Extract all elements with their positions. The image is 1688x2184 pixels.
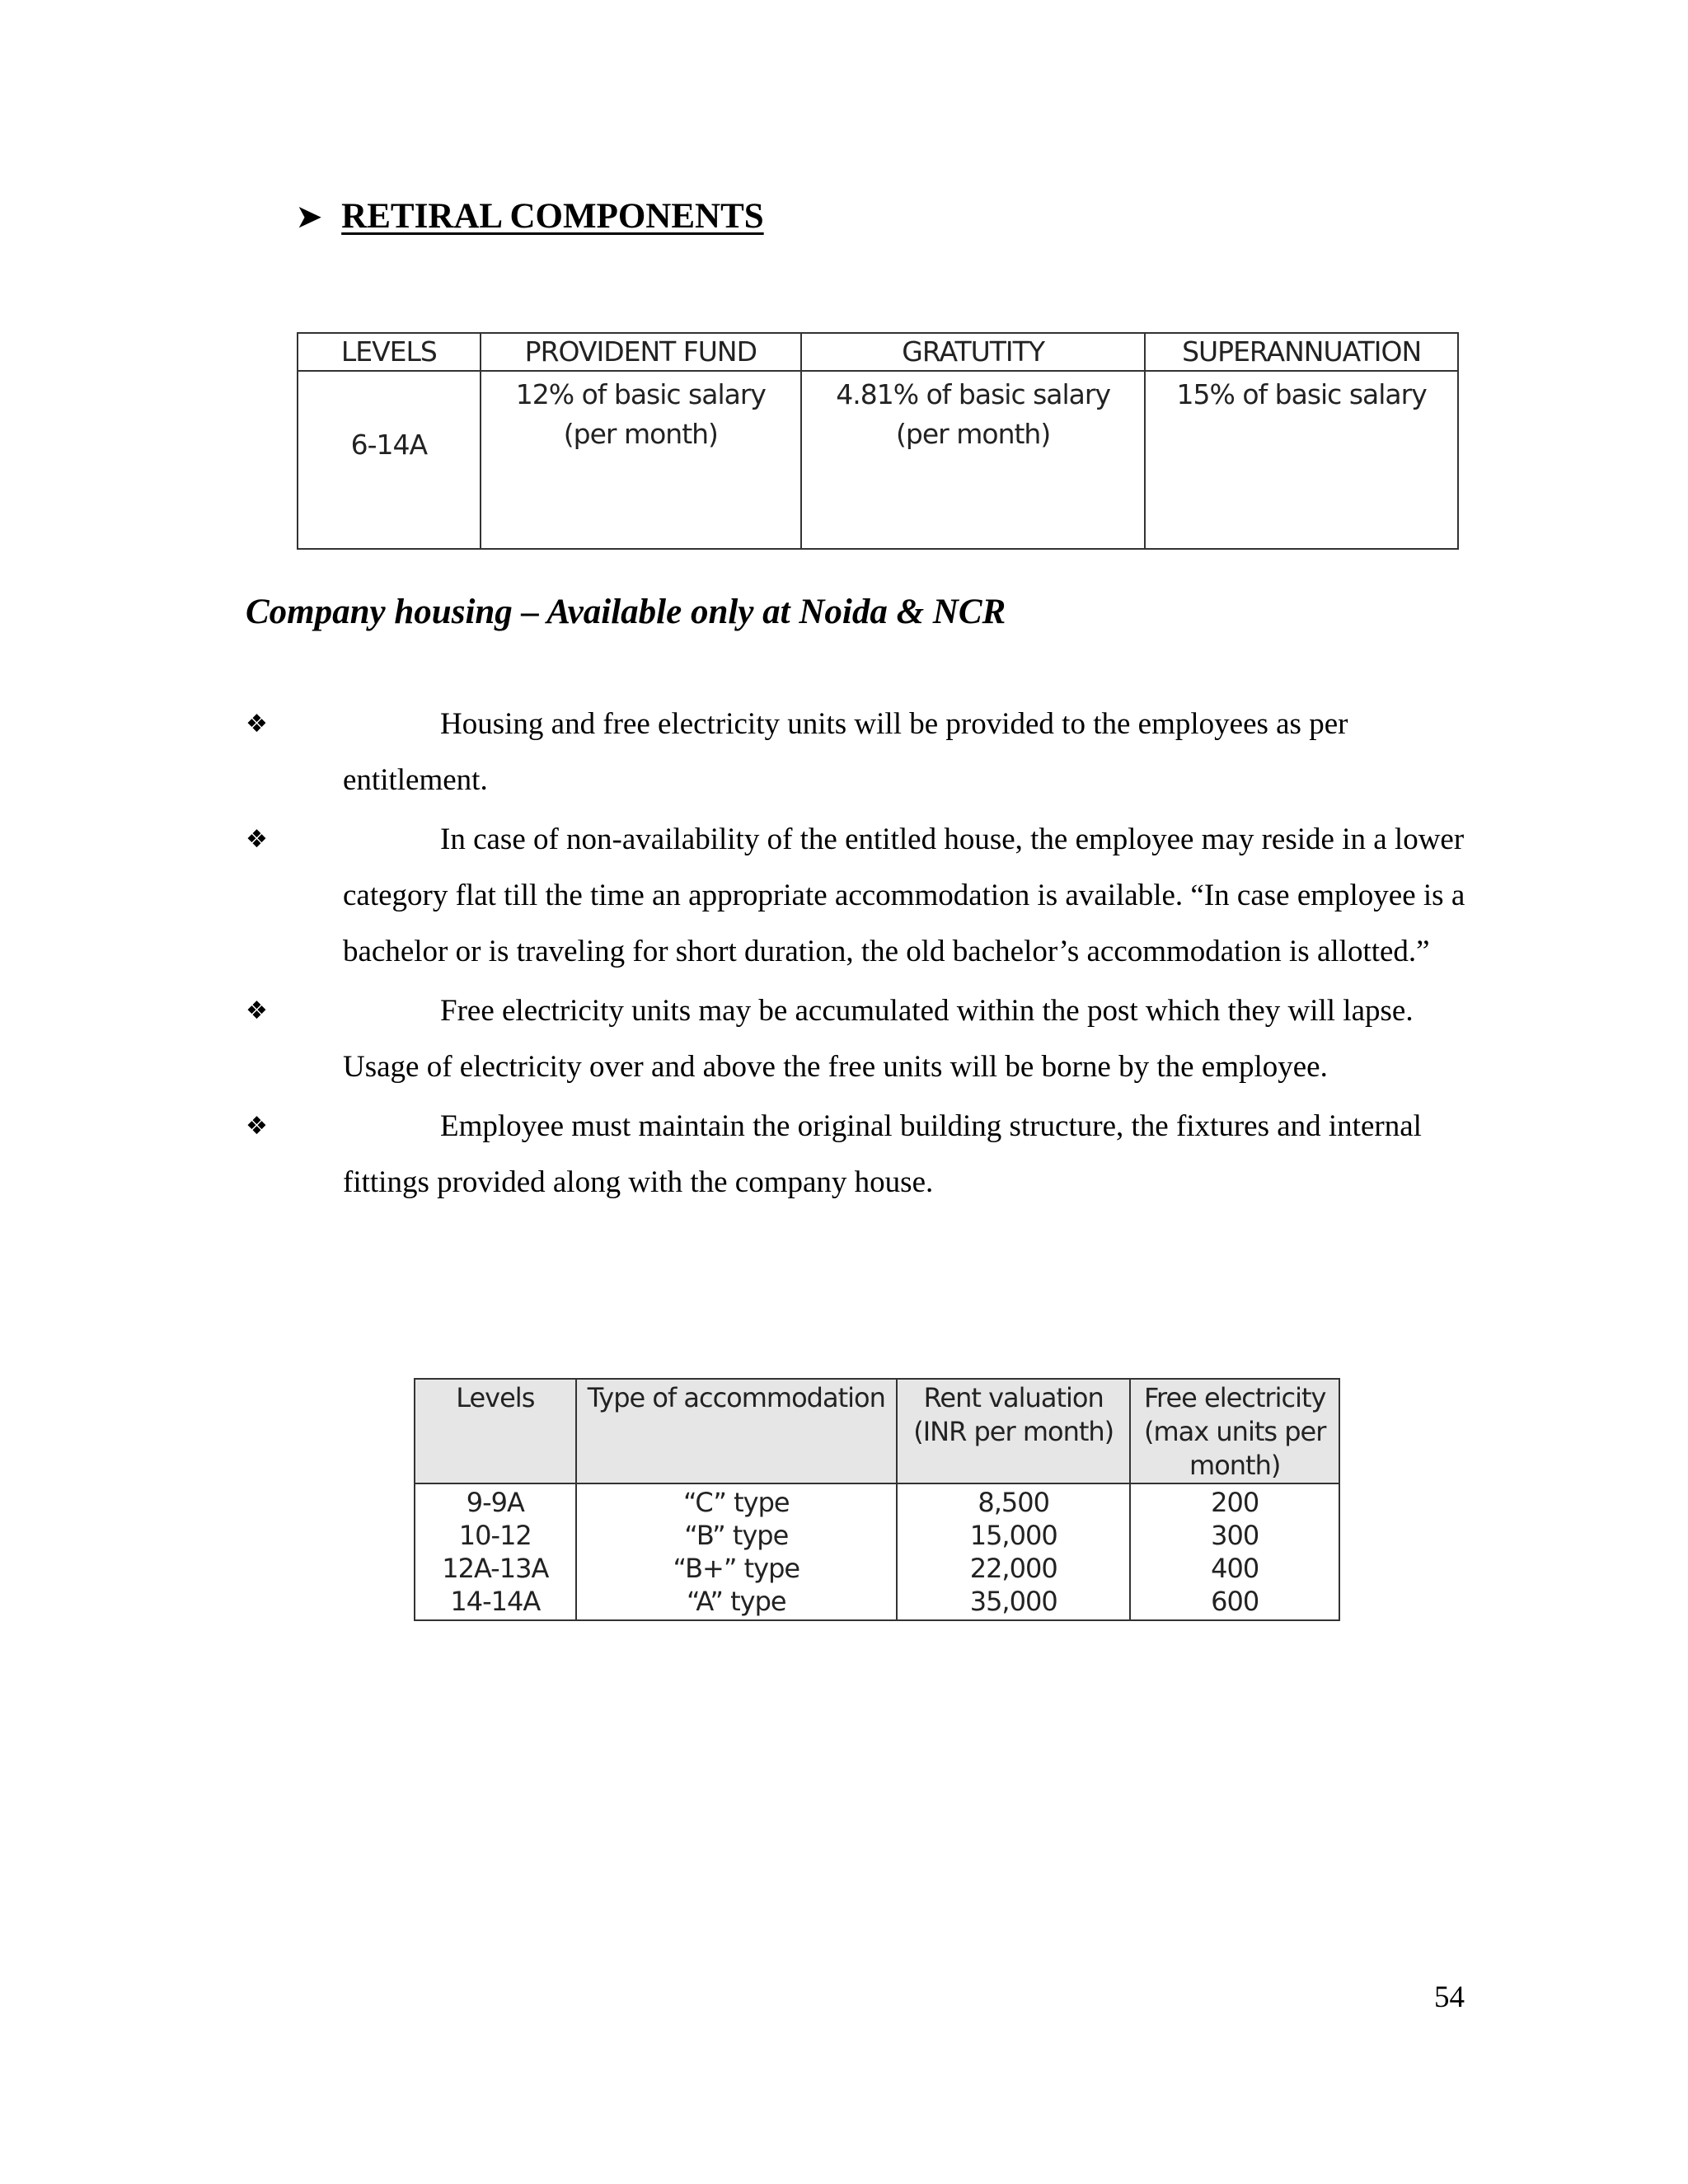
list-item xyxy=(246,983,1465,1095)
accommodation-header-rent xyxy=(897,1379,1130,1483)
gratuity-value: 4.81% of basic salary xyxy=(836,378,1110,410)
bullet-text: In case of non-availability of the entitled house, the employee may reside in a lower category flat till the time an appropriate accommodation is available. “In case employee is a bachelor or is traveling for short duration, the old bachelor’s accommodation is allotted.” xyxy=(343,823,1465,968)
electricity-cell: 400 xyxy=(1130,1552,1339,1585)
gratuity-period: (per month) xyxy=(896,418,1051,450)
retiral-header-superannuation: SUPERANNUATION xyxy=(1145,333,1458,371)
level-cell: 10-12 xyxy=(415,1519,576,1552)
retiral-gratuity-cell xyxy=(801,371,1145,549)
list-item xyxy=(246,696,1465,808)
list-item xyxy=(246,812,1465,980)
rent-cell: 22,000 xyxy=(897,1552,1130,1585)
rent-header-line: Rent valuation xyxy=(923,1382,1104,1413)
accommodation-table xyxy=(414,1378,1340,1621)
diamond-bullet-icon: ❖ xyxy=(246,996,268,1025)
accommodation-header-type: Type of accommodation xyxy=(576,1379,897,1483)
rent-cell: 8,500 xyxy=(897,1483,1130,1519)
bullet-text: Employee must maintain the original building structure, the fixtures and internal fittings provided along with the company house. xyxy=(343,1109,1422,1199)
rent-cell: 35,000 xyxy=(897,1585,1130,1620)
table-row xyxy=(415,1483,1339,1519)
rent-cell: 15,000 xyxy=(897,1519,1130,1552)
diamond-bullet-icon: ❖ xyxy=(246,1112,268,1141)
accommodation-type-cell: “B+” type xyxy=(576,1552,897,1585)
accommodation-type-cell: “B” type xyxy=(576,1519,897,1552)
superannuation-value: 15% of basic salary xyxy=(1176,378,1427,410)
housing-heading: Company housing – Available only at Noida & NCR xyxy=(246,593,1006,631)
level-cell: 12A-13A xyxy=(415,1552,576,1585)
accommodation-type-cell: “A” type xyxy=(576,1585,897,1620)
diamond-bullet-icon: ❖ xyxy=(246,710,268,738)
retiral-level-cell: 6-14A xyxy=(298,371,481,549)
rent-header-line: (INR per month) xyxy=(913,1416,1114,1447)
table-row xyxy=(415,1585,1339,1620)
list-item xyxy=(246,1099,1465,1211)
page-number: 54 xyxy=(1434,1980,1465,2014)
arrow-bullet-icon: ➤ xyxy=(297,199,322,233)
retiral-header-gratuity: GRATUTITY xyxy=(801,333,1145,371)
accommodation-header-row xyxy=(415,1379,1339,1483)
retiral-row xyxy=(298,371,1458,549)
electricity-header-line: month) xyxy=(1189,1450,1281,1481)
electricity-header-line: (max units per xyxy=(1144,1416,1326,1447)
level-cell: 9-9A xyxy=(415,1483,576,1519)
electricity-header-line: Free electricity xyxy=(1143,1382,1326,1413)
retiral-header-row xyxy=(298,333,1458,371)
accommodation-header-levels: Levels xyxy=(415,1379,576,1483)
accommodation-header-electricity xyxy=(1130,1379,1339,1483)
level-cell: 14-14A xyxy=(415,1585,576,1620)
retiral-provident-fund-cell xyxy=(481,371,801,549)
diamond-bullet-icon: ❖ xyxy=(246,825,268,854)
table-row xyxy=(415,1519,1339,1552)
retiral-superannuation-cell xyxy=(1145,371,1458,549)
retiral-header-provident-fund: PROVIDENT FUND xyxy=(481,333,801,371)
retiral-heading-text: RETIRAL COMPONENTS xyxy=(341,197,764,236)
provident-fund-value: 12% of basic salary xyxy=(515,378,766,410)
provident-fund-period: (per month) xyxy=(563,418,718,450)
housing-bullet-list xyxy=(246,696,1465,1214)
table-row xyxy=(415,1552,1339,1585)
bullet-text: Free electricity units may be accumulated within the post which they will lapse. Usage of electricity over and above the free units will be borne by the employee. xyxy=(343,994,1414,1084)
bullet-text: Housing and free electricity units will be provided to the employees as per entitlement. xyxy=(343,707,1348,797)
electricity-cell: 600 xyxy=(1130,1585,1339,1620)
electricity-cell: 200 xyxy=(1130,1483,1339,1519)
accommodation-type-cell: “C” type xyxy=(576,1483,897,1519)
retiral-table xyxy=(297,332,1459,550)
retiral-section-heading xyxy=(297,196,764,237)
retiral-header-levels: LEVELS xyxy=(298,333,481,371)
electricity-cell: 300 xyxy=(1130,1519,1339,1552)
